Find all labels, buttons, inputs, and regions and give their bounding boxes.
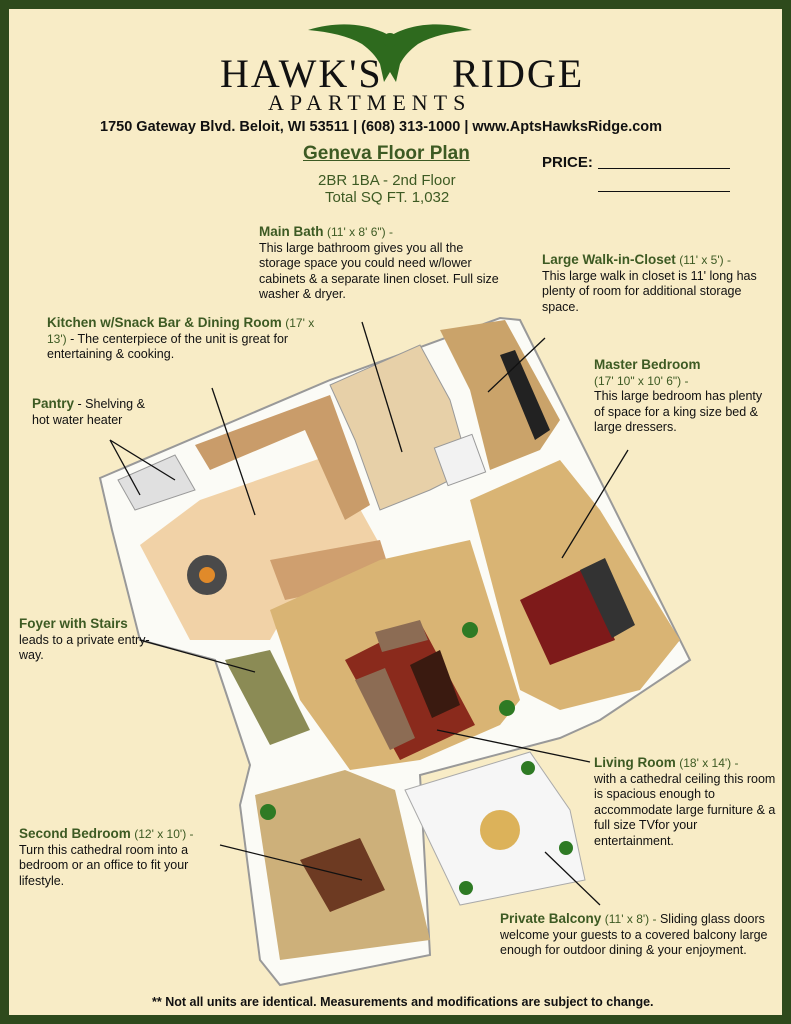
main-bath-dims: (11' x 8' 6") - bbox=[327, 225, 393, 239]
second-bedroom-name: Second Bedroom bbox=[19, 826, 131, 841]
foyer-note bbox=[19, 616, 154, 664]
walk-in-closet-dims: (11' x 5') - bbox=[679, 253, 731, 267]
master-bedroom-name: Master Bedroom bbox=[594, 357, 701, 372]
foyer-desc: leads to a private entry-way. bbox=[19, 632, 150, 662]
plan-sqft: Total SQ FT. 1,032 bbox=[325, 189, 450, 206]
brand-name-right: RIDGE bbox=[452, 51, 585, 96]
main-bath-desc: This large bathroom gives you all the storage space you could need w/lower cabinets & a separate linen closet. Full size washer & dryer. bbox=[259, 240, 499, 301]
kitchen-dims: (17' x 13') bbox=[47, 316, 315, 346]
price-label: PRICE: bbox=[542, 154, 593, 171]
master-bedroom-note bbox=[594, 357, 769, 436]
kitchen-desc: - The centerpiece of the unit is great for entertaining & cooking. bbox=[47, 331, 289, 361]
pantry-desc: - Shelving & hot water heater bbox=[32, 397, 145, 427]
living-room-dims: (18' x 14') - bbox=[679, 756, 739, 770]
plan-title: Geneva Floor Plan bbox=[303, 143, 470, 164]
second-bedroom-note bbox=[19, 826, 224, 889]
brand-subtitle: APARTMENTS bbox=[268, 90, 472, 115]
disclaimer: ** Not all units are identical. Measurements and modifications are subject to change. bbox=[152, 995, 654, 1009]
main-bath-name: Main Bath bbox=[259, 224, 324, 239]
walk-in-closet-desc: This large walk in closet is 11' long has plenty of room for additional storage space. bbox=[542, 268, 757, 314]
second-bedroom-desc: Turn this cathedral room into a bedroom or an office to fit your lifestyle. bbox=[19, 842, 189, 888]
pantry-note bbox=[32, 396, 157, 428]
main-bath-note bbox=[259, 224, 504, 303]
balcony-note bbox=[500, 911, 780, 959]
brand-name-left: HAWK'S bbox=[220, 51, 383, 96]
walk-in-closet-name: Large Walk-in-Closet bbox=[542, 252, 676, 267]
second-bedroom-dims: (12' x 10') - bbox=[134, 827, 194, 841]
balcony-name: Private Balcony bbox=[500, 911, 602, 926]
living-room-desc: with a cathedral ceiling this room is spacious enough to accommodate large furniture & a full size TVfor your entertainment. bbox=[594, 771, 776, 848]
living-room-name: Living Room bbox=[594, 755, 676, 770]
master-bedroom-dims: (17' 10" x 10' 6") - bbox=[594, 373, 689, 388]
plan-subtitle: 2BR 1BA - 2nd Floor bbox=[318, 172, 456, 189]
kitchen-name: Kitchen w/Snack Bar & Dining Room bbox=[47, 315, 282, 330]
living-room-note bbox=[594, 755, 779, 849]
walk-in-closet-note bbox=[542, 252, 767, 315]
kitchen-note bbox=[47, 315, 322, 363]
balcony-desc: Sliding glass doors welcome your guests to a covered balcony large enough for outdoor dining & your enjoyment. bbox=[500, 912, 768, 957]
foyer-name: Foyer with Stairs bbox=[19, 616, 128, 631]
contact-line: 1750 Gateway Blvd. Beloit, WI 53511 | (608) 313-1000 | www.AptsHawksRidge.com bbox=[100, 119, 663, 135]
pantry-name: Pantry bbox=[32, 396, 75, 411]
balcony-dims: (11' x 8') - bbox=[604, 912, 657, 926]
master-bedroom-desc: This large bedroom has plenty of space for a king size bed & large dressers. bbox=[594, 389, 763, 434]
